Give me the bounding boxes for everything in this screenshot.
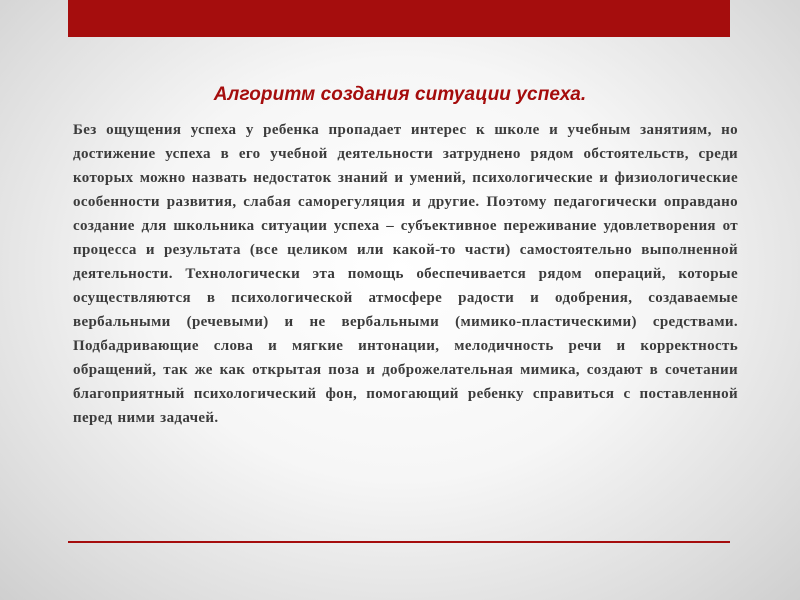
slide-title: Алгоритм создания ситуации успеха. bbox=[213, 84, 587, 105]
bottom-accent-line bbox=[68, 541, 730, 543]
slide-body-text: Без ощущения успеха у ребенка пропадает интерес к школе и учебным занятиям, но достижение успеха в его учебной деятельности затруднено рядом обстоятельств, среди которых можно назвать недостаток знаний и умений, психологические и физиологические особенности развития, слабая саморегуляция и другие. Поэтому педагогически оправдано создание для школьника ситуации успеха – субъективное переживание удовлетворения от процесса и результата (все целиком или какой-то части) самостоятельно выполненной деятельности. Технологически эта помощь обеспечивается рядом операций, которые осуществляются в психологической атмосфере радости и одобрения, создаваемые вербальными (речевыми) и не вербальными (мимико-пластическими) средствами. Подбадривающие слова и мягкие интонации, мелодичность речи и корректность обращений, так же как открытая поза и доброжелательная мимика, создают в сочетании благоприятный психологический фон, помогающий ребенку справиться с поставленной перед ними задачей. bbox=[73, 122, 738, 426]
top-accent-bar bbox=[68, 0, 730, 37]
